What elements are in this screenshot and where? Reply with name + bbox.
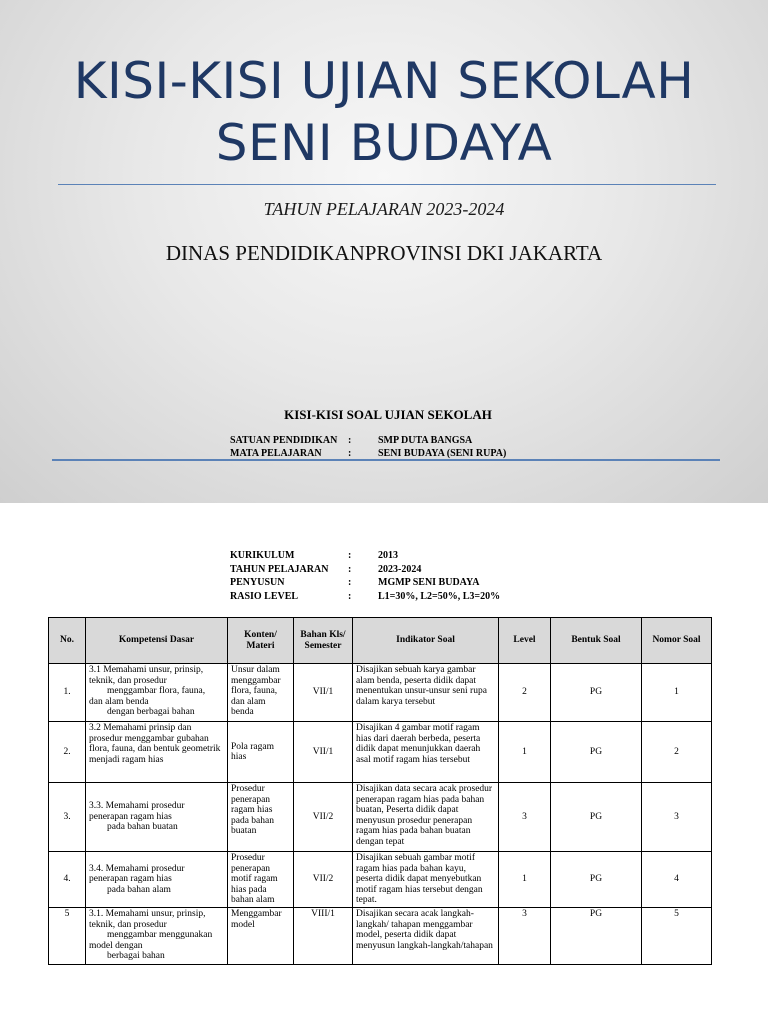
header-bentuk-soal: Bentuk Soal <box>551 618 642 664</box>
meta-value: 2013 <box>378 550 398 561</box>
cell-nomor: 5 <box>642 908 712 965</box>
table-row <box>49 908 712 965</box>
table-row <box>49 783 712 852</box>
title-divider <box>58 184 716 185</box>
meta-colon: : <box>348 435 352 446</box>
meta-key: RASIO LEVEL <box>230 591 299 602</box>
meta-colon: : <box>348 448 352 459</box>
cell-kelas: VII/1 <box>294 664 353 722</box>
cell-no: 5 <box>49 908 86 965</box>
cell-bentuk: PG <box>551 664 642 722</box>
cell-kompetensi-dasar <box>86 783 228 852</box>
cell-bentuk: PG <box>551 722 642 783</box>
cell-nomor: 1 <box>642 664 712 722</box>
table-row <box>49 722 712 783</box>
meta-colon: : <box>348 550 352 561</box>
meta-key: PENYUSUN <box>230 577 285 588</box>
cell-level: 1 <box>499 722 551 783</box>
header-indikator-soal: Indikator Soal <box>353 618 499 664</box>
meta-key: SATUAN PENDIDIKAN <box>230 435 338 446</box>
header-level: Level <box>499 618 551 664</box>
main-title-line-1: KISI-KISI UJIAN SEKOLAH <box>73 52 695 110</box>
cell-materi: Unsur dalam menggambar flora, fauna, dan alam benda <box>228 664 294 722</box>
meta-colon: : <box>348 564 352 575</box>
meta-value: L1=30%, L2=50%, L3=20% <box>378 591 501 602</box>
cell-no: 3. <box>49 783 86 852</box>
main-title <box>0 50 768 174</box>
cell-materi: Pola ragam hias <box>228 722 294 783</box>
cell-nomor: 4 <box>642 852 712 908</box>
kd-text: pada bahan buatan <box>107 822 178 833</box>
cell-nomor: 3 <box>642 783 712 852</box>
kd-text: menggambar menggunakan <box>107 930 213 940</box>
header-kompetensi-dasar: Kompetensi Dasar <box>86 618 228 664</box>
kd-text: 3.1 Memahami unsur, prinsip, teknik, dan prosedur <box>89 665 204 686</box>
cell-bentuk: PG <box>551 852 642 908</box>
cell-kompetensi-dasar <box>86 664 228 722</box>
kisi-kisi-table <box>48 617 711 965</box>
kd-text: 3.1. Memahami unsur, prinsip, teknik, dan prosedur <box>89 909 206 930</box>
cell-materi: Menggambar model <box>228 908 294 965</box>
kd-text: 3.2 Memahami prinsip dan prosedur menggambar gubahan flora, fauna, dan bentuk geometrik menjadi ragam hias <box>89 723 221 765</box>
header-kelas-semester: Bahan Kls/ Semester <box>294 618 353 664</box>
cell-indikator: Disajikan 4 gambar motif ragam hias dari daerah berbeda, peserta didik dapat menunjukkan daerah asal motif ragam hias tersebut <box>353 722 499 783</box>
meta-key: KURIKULUM <box>230 550 295 561</box>
cell-indikator: Disajikan data secara acak prosedur penerapan ragam hias pada bahan buatan, Peserta didik dapat menyusun prosedur penerapan ragam hias pada bahan buatan dengan tepat <box>353 783 499 852</box>
cell-kelas: VII/2 <box>294 852 353 908</box>
main-title-line-2: SENI BUDAYA <box>215 114 553 172</box>
heading-divider <box>52 459 720 461</box>
header-no: No. <box>49 618 86 664</box>
meta-value: MGMP SENI BUDAYA <box>378 577 480 588</box>
document-heading: KISI-KISI SOAL UJIAN SEKOLAH <box>284 407 492 422</box>
meta-colon: : <box>348 591 352 602</box>
cell-kelas: VII/1 <box>294 722 353 783</box>
table-header-row <box>49 618 712 664</box>
cell-indikator: Disajikan sebuah gambar motif ragam hias pada bahan kayu, peserta didik dapat menyebutkan motif ragam hias tersebut dengan tepat. <box>353 852 499 908</box>
kd-text: menggambar flora, fauna, <box>107 686 206 696</box>
title-slide <box>0 0 768 503</box>
cell-nomor: 2 <box>642 722 712 783</box>
subtitle-year: TAHUN PELAJARAN 2023-2024 <box>263 199 505 219</box>
meta-value: SENI BUDAYA (SENI RUPA) <box>378 448 507 459</box>
cell-level: 1 <box>499 852 551 908</box>
cell-kelas: VII/2 <box>294 783 353 852</box>
kd-text: dan alam benda <box>89 696 149 707</box>
cell-level: 3 <box>499 783 551 852</box>
header-konten-materi: Konten/ Materi <box>228 618 294 664</box>
kd-text: 3.4. Memahami prosedur penerapan ragam hias <box>89 863 185 885</box>
meta-value: SMP DUTA BANGSA <box>378 435 473 446</box>
subtitle-agency: DINAS PENDIDIKANPROVINSI DKI JAKARTA <box>165 241 603 265</box>
cell-no: 4. <box>49 852 86 908</box>
meta-key: MATA PELAJARAN <box>230 448 322 459</box>
cell-level: 2 <box>499 664 551 722</box>
header-nomor-soal: Nomor Soal <box>642 618 712 664</box>
cell-materi: Prosedur penerapan ragam hias pada bahan buatan <box>228 783 294 852</box>
cell-level: 3 <box>499 908 551 965</box>
meta-key: TAHUN PELAJARAN <box>230 564 329 575</box>
cell-bentuk: PG <box>551 908 642 965</box>
cell-kelas: VIII/1 <box>294 908 353 965</box>
table-row <box>49 852 712 908</box>
cell-indikator: Disajikan secara acak langkah-langkah/ tahapan menggambar model, peserta didik dapat menyusun langkah-langkah/tahapan <box>353 908 499 965</box>
cell-bentuk: PG <box>551 783 642 852</box>
cell-indikator: Disajikan sebuah karya gambar alam benda, peserta didik dapat menentukan unsur-unsur seni rupa dalam karya tersebut <box>353 664 499 722</box>
table-row <box>49 664 712 722</box>
cell-no: 2. <box>49 722 86 783</box>
cell-kompetensi-dasar <box>86 852 228 908</box>
cell-kompetensi-dasar <box>86 722 228 783</box>
kd-text: model dengan <box>89 940 143 951</box>
cell-kompetensi-dasar <box>86 908 228 965</box>
kd-text: dengan berbagai bahan <box>107 707 195 717</box>
meta-colon: : <box>348 577 352 588</box>
kd-text: 3.3. Memahami prosedur penerapan ragam hias <box>89 801 185 822</box>
kd-text: pada bahan alam <box>107 884 171 895</box>
meta-value: 2023-2024 <box>378 564 422 575</box>
cell-materi: Prosedur penerapan motif ragam hias pada bahan alam <box>228 852 294 908</box>
cell-no: 1. <box>49 664 86 722</box>
kd-text: berbagai bahan <box>107 951 165 961</box>
